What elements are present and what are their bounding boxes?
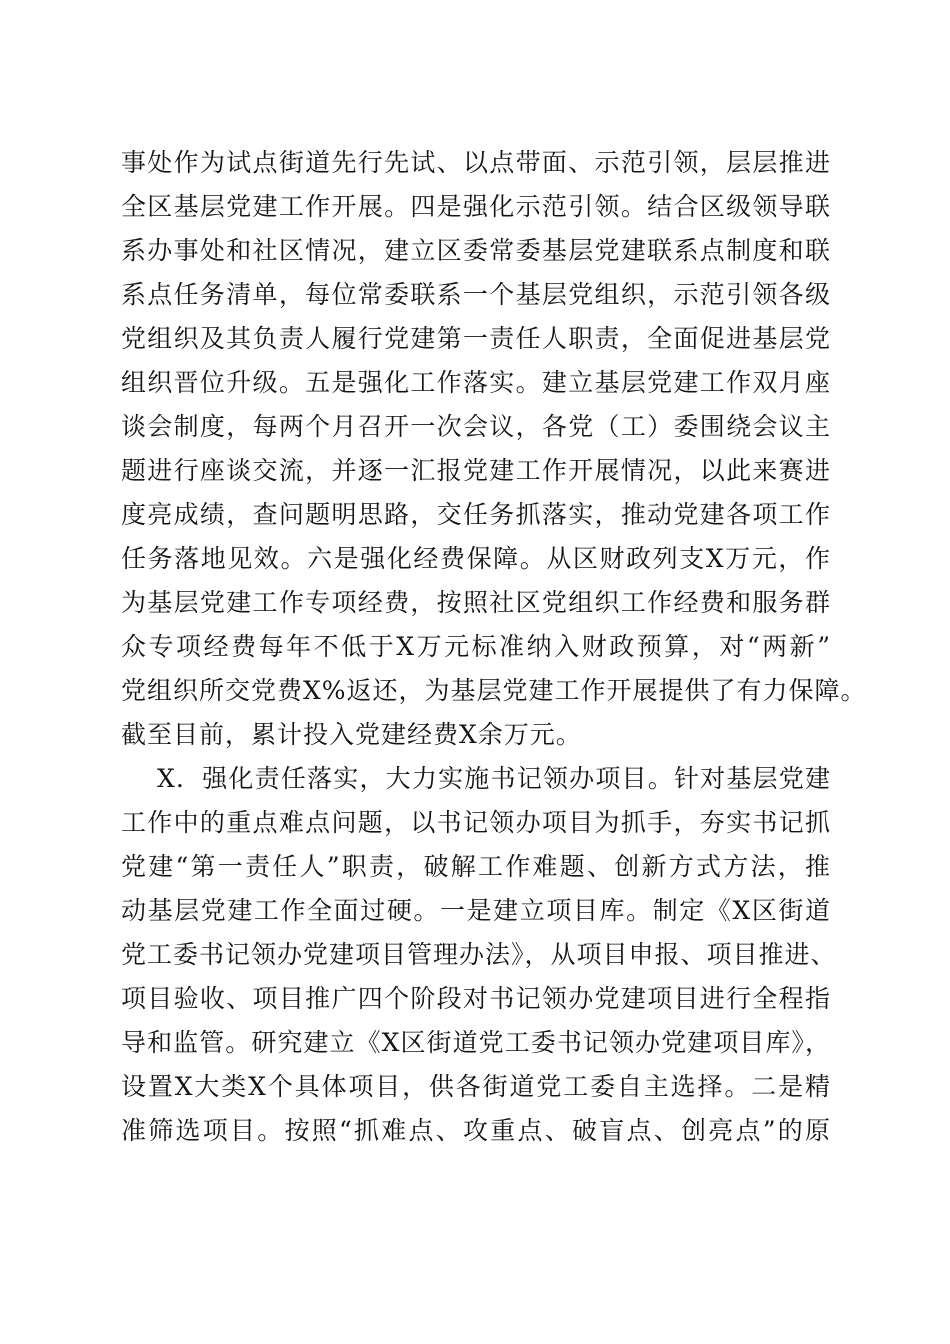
- paragraph-1-line-8: 题进行座谈交流，并逐一汇报党建工作开展情况，以此来赛进: [121, 456, 831, 485]
- paragraph-2-line-6: 项目验收、项目推广四个阶段对书记领办党建项目进行全程指: [121, 984, 831, 1013]
- paragraph-2-line-5: 党工委书记领办党建项目管理办法》，从项目申报、项目推进、: [121, 940, 837, 969]
- paragraph-1-line-14: 截至目前，累计投入党建经费X余万元。: [121, 720, 582, 749]
- paragraph-1-line-5: 党组织及其负责人履行党建第一责任人职责，全面促进基层党: [121, 324, 831, 353]
- paragraph-2-line-9: 准筛选项目。按照“抓难点、攻重点、破盲点、创亮点”的原: [121, 1116, 831, 1145]
- paragraph-1-line-6: 组织晋位升级。五是强化工作落实。建立基层党建工作双月座: [121, 368, 831, 397]
- paragraph-2-line-7: 导和监管。研究建立《X区街道党工委书记领办党建项目库》，: [121, 1028, 831, 1057]
- paragraph-2-line-8: 设置X大类X个具体项目，供各街道党工委自主选择。二是精: [121, 1072, 831, 1101]
- paragraph-2-line-4: 动基层党建工作全面过硬。一是建立项目库。制定《X区街道: [121, 896, 831, 925]
- paragraph-1-line-1: 事处作为试点街道先行先试、以点带面、示范引领，层层推进: [121, 148, 831, 177]
- paragraph-2-line-3: 党建“第一责任人”职责，破解工作难题、创新方式方法，推: [121, 852, 831, 881]
- paragraph-1-line-2: 全区基层党建工作开展。四是强化示范引领。结合区级领导联: [121, 192, 831, 221]
- paragraph-2-line-2: 工作中的重点难点问题，以书记领办项目为抓手，夯实书记抓: [121, 808, 831, 837]
- body-text: [121, 141, 867, 1153]
- paragraph-1-line-3: 系办事处和社区情况，建立区委常委基层党建联系点制度和联: [121, 236, 831, 265]
- paragraph-1-line-13: 党组织所交党费X%返还，为基层党建工作开展提供了有力保障。: [121, 676, 867, 705]
- paragraph-1-line-4: 系点任务清单，每位常委联系一个基层党组织，示范引领各级: [121, 280, 831, 309]
- paragraph-1-line-7: 谈会制度，每两个月召开一次会议，各党（工）委围绕会议主: [121, 412, 831, 441]
- paragraph-1-line-9: 度亮成绩，查问题明思路，交任务抓落实，推动党建各项工作: [121, 500, 831, 529]
- paragraph-1-line-11: 为基层党建工作专项经费，按照社区党组织工作经费和服务群: [121, 588, 831, 617]
- paragraph-1-line-10: 任务落地见效。六是强化经费保障。从区财政列支X万元，作: [121, 544, 831, 573]
- paragraph-2-line-1: X．强化责任落实，大力实施书记领办项目。针对基层党建: [157, 764, 831, 793]
- paragraph-1-line-12: 众专项经费每年不低于X万元标准纳入财政预算，对“两新”: [121, 632, 831, 661]
